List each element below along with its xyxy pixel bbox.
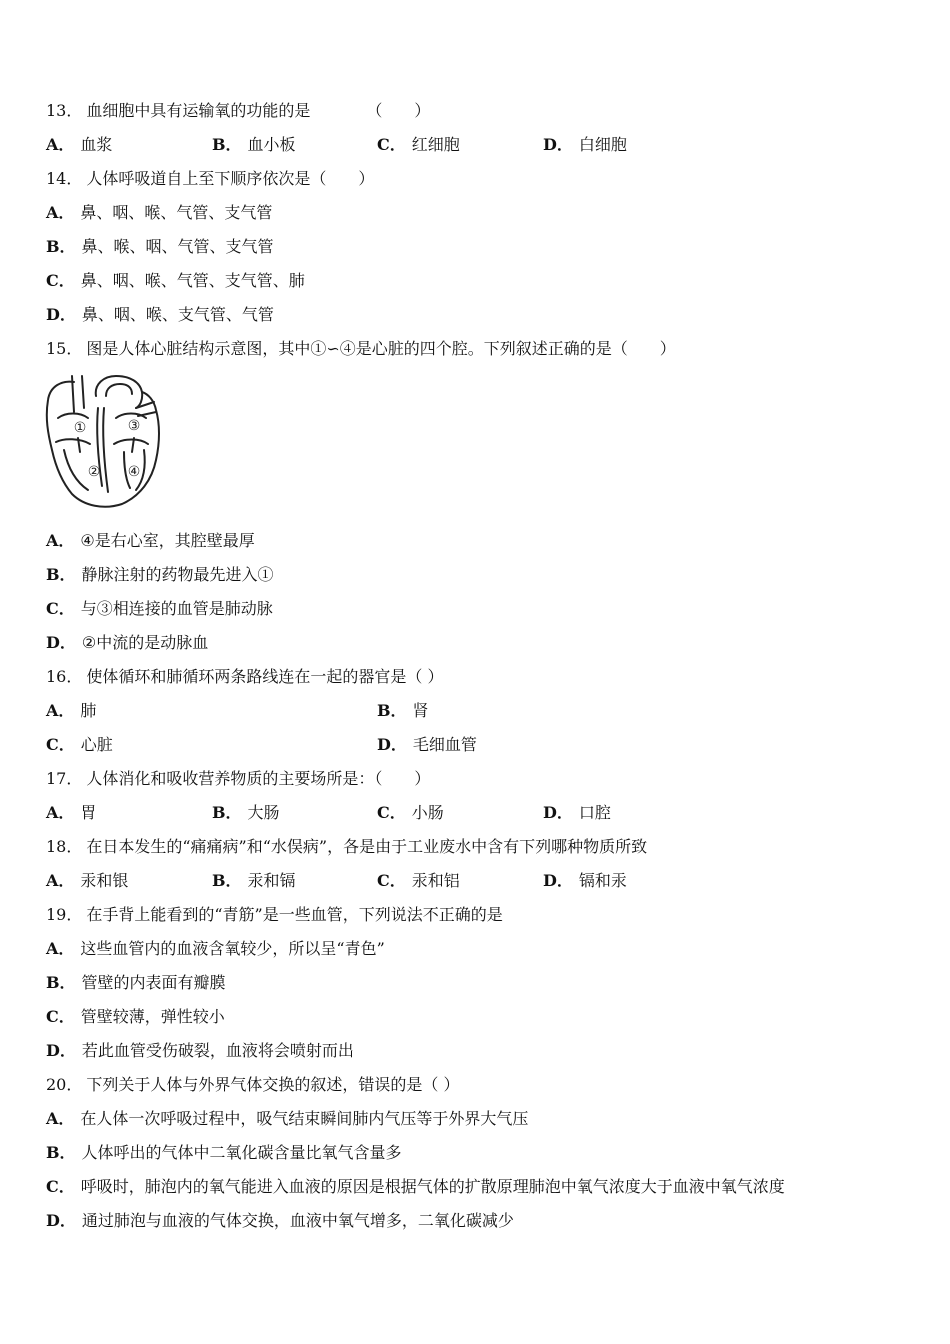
- option-b: B． 管壁的内表面有瓣膜: [46, 973, 226, 992]
- chamber-label-1: ①: [73, 420, 87, 436]
- option-a: A． 这些血管内的血液含氧较少，所以呈“青色”: [46, 939, 385, 958]
- option-d: D． 白细胞: [543, 135, 627, 154]
- option-c: C． 呼吸时，肺泡内的氧气能进入血液的原因是根据气体的扩散原理肺泡中氧气浓度大于血液中氧气浓度: [46, 1177, 785, 1196]
- option-a: A． 在人体一次呼吸过程中，吸气结束瞬间肺内气压等于外界大气压: [46, 1109, 529, 1128]
- option-d: D． 鼻、咽、喉、支气管、气管: [46, 305, 274, 324]
- question-13-stem: [46, 99, 430, 123]
- option-d: D． 通过肺泡与血液的气体交换，血液中氧气增多，二氧化碳减少: [46, 1211, 514, 1230]
- option-d: D． ②中流的是动脉血: [46, 633, 209, 652]
- question-14-stem: 14． 人体呼吸道自上至下顺序依次是（ ）: [46, 169, 375, 188]
- option-a: A． 汞和银: [46, 871, 129, 890]
- option-c: C． 鼻、咽、喉、气管、支气管、肺: [46, 271, 305, 290]
- option-b: B． 肾: [377, 701, 429, 720]
- question-16-stem: 16． 使体循环和肺循环两条路线连在一起的器官是（ ）: [46, 667, 444, 686]
- option-c: C． 心脏: [46, 735, 113, 754]
- option-d: D． 镉和汞: [543, 871, 627, 890]
- question-20-stem: 20． 下列关于人体与外界气体交换的叙述，错误的是（ ）: [46, 1075, 460, 1094]
- option-d: D． 毛细血管: [377, 735, 477, 754]
- question-17-stem: 17． 人体消化和吸收营养物质的主要场所是：（ ）: [46, 769, 431, 788]
- option-a: A． 鼻、咽、喉、气管、支气管: [46, 203, 273, 222]
- option-b: B． 鼻、喉、咽、气管、支气管: [46, 237, 274, 256]
- option-c: C． 小肠: [377, 803, 444, 822]
- question-18-stem: 18． 在日本发生的“痛痛病”和“水俣病”，各是由于工业废水中含有下列哪种物质所致: [46, 837, 648, 856]
- option-a: A． ④是右心室，其腔壁最厚: [46, 531, 255, 550]
- option-a: A． 血浆: [46, 135, 113, 154]
- option-a: A． 肺: [46, 701, 97, 720]
- heart-diagram: [44, 372, 162, 512]
- option-c: C． 与③相连接的血管是肺动脉: [46, 599, 273, 618]
- option-b: B． 人体呼出的气体中二氧化碳含量比氧气含量多: [46, 1143, 402, 1162]
- option-a: A． 胃: [46, 803, 97, 822]
- option-b: B． 血小板: [212, 135, 296, 154]
- option-d: D． 若此血管受伤破裂，血液将会喷射而出: [46, 1041, 354, 1060]
- option-c: C． 汞和铝: [377, 871, 460, 890]
- chamber-label-2: ②: [87, 464, 101, 480]
- question-15-stem: 15． 图是人体心脏结构示意图，其中①∽④是心脏的四个腔。下列叙述正确的是（ ）: [46, 339, 676, 358]
- option-c: C． 红细胞: [377, 135, 460, 154]
- chamber-label-4: ④: [127, 464, 141, 480]
- option-b: B． 大肠: [212, 803, 280, 822]
- question-number: 13．: [46, 101, 83, 120]
- question-19-stem: 19． 在手背上能看到的“青筋”是一些血管，下列说法不正确的是: [46, 905, 503, 924]
- chamber-label-3: ③: [127, 418, 141, 434]
- option-b: B． 汞和镉: [212, 871, 296, 890]
- question-text: 血细胞中具有运输氧的功能的是 （ ）: [86, 101, 431, 120]
- option-b: B． 静脉注射的药物最先进入①: [46, 565, 274, 584]
- option-c: C． 管壁较薄，弹性较小: [46, 1007, 225, 1026]
- option-d: D． 口腔: [543, 803, 611, 822]
